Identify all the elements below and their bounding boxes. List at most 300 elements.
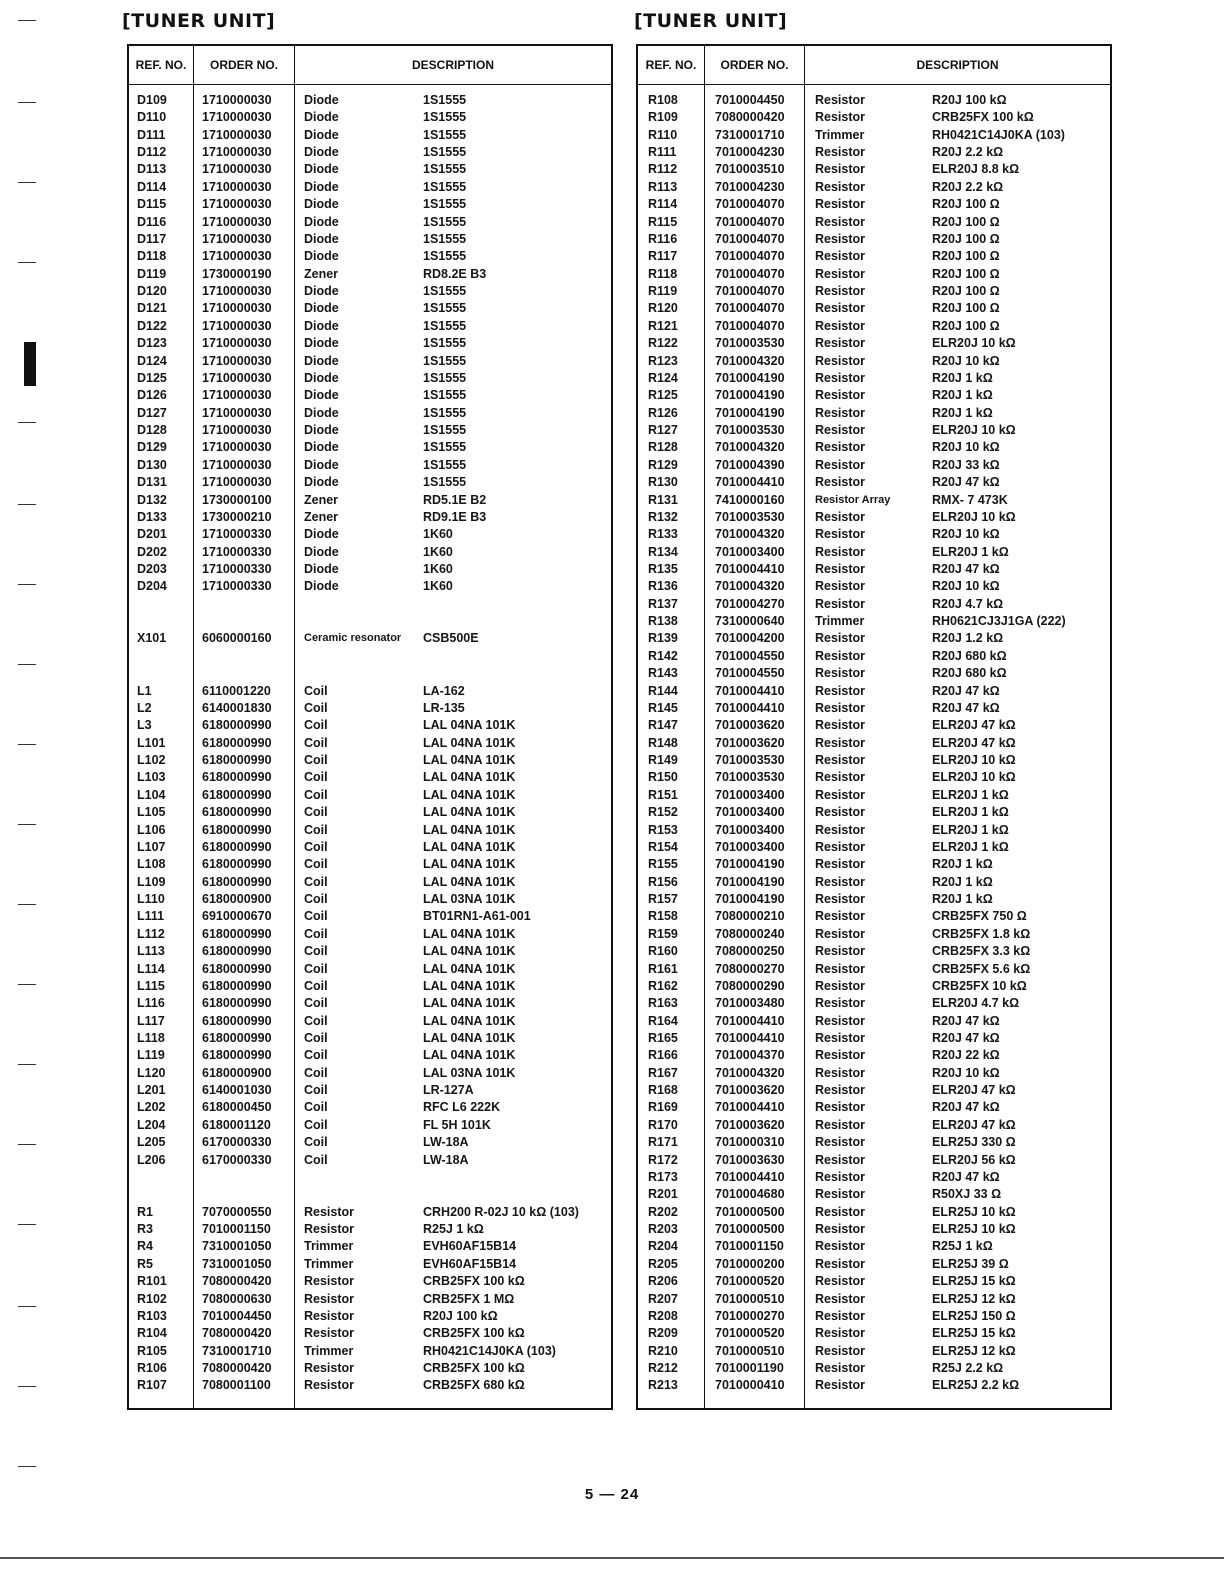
type-cell: Coil: [304, 683, 328, 698]
table-row: [638, 231, 1110, 248]
order-cell: 1730000100: [202, 492, 272, 507]
type-cell: Diode: [304, 110, 339, 125]
spec-cell: LAL 04NA 101K: [423, 996, 516, 1011]
spec-cell: 1S1555: [423, 457, 467, 472]
ref-cell: D120: [137, 284, 167, 299]
order-cell: 7010003620: [715, 1117, 785, 1132]
order-cell: 7310001050: [202, 1239, 272, 1254]
edge-mark: [18, 262, 36, 263]
order-cell: 1710000030: [202, 231, 272, 246]
spec-cell: R20J 47 kΩ: [932, 700, 1000, 715]
ref-cell: L119: [137, 1048, 165, 1063]
order-cell: 7010001190: [715, 1361, 784, 1375]
spec-cell: 1K60: [423, 527, 453, 542]
ref-cell: R126: [648, 405, 678, 420]
type-cell: Coil: [304, 735, 328, 750]
spec-cell: R20J 100 Ω: [932, 214, 1000, 229]
order-cell: 7010003480: [715, 996, 785, 1011]
spec-cell: R20J 47 kΩ: [932, 1169, 1000, 1184]
header-ref-no: REF. NO.: [135, 57, 187, 72]
table-row: [638, 144, 1110, 161]
order-cell: 1710000030: [202, 284, 272, 299]
type-cell: Resistor: [815, 231, 866, 246]
type-cell: Coil: [304, 770, 328, 785]
type-cell: Diode: [304, 231, 339, 246]
order-cell: 1710000030: [202, 214, 272, 229]
spec-cell: LAL 04NA 101K: [423, 787, 516, 802]
type-cell: Resistor: [815, 162, 866, 177]
order-cell: 6110001220: [202, 683, 271, 698]
type-cell: Coil: [304, 1013, 328, 1028]
order-cell: 1710000030: [202, 405, 272, 420]
table-row: [129, 874, 611, 891]
header-description: DESCRIPTION: [411, 57, 494, 72]
ref-cell: D121: [137, 301, 167, 316]
order-cell: 7310001710: [202, 1343, 272, 1358]
ref-cell: L103: [137, 770, 166, 785]
ref-cell: R109: [648, 110, 678, 125]
spec-cell: ELR20J 47 kΩ: [932, 718, 1016, 733]
ref-cell: R108: [648, 93, 678, 107]
order-cell: 6910000670: [202, 909, 272, 924]
type-cell: Resistor: [815, 1204, 866, 1219]
type-cell: Diode: [304, 475, 339, 490]
table-row: [129, 509, 611, 526]
order-cell: 7010004070: [715, 214, 785, 229]
ref-cell: R172: [648, 1152, 678, 1167]
edge-mark: [18, 904, 36, 905]
order-cell: 7010004190: [715, 370, 785, 385]
ref-cell: R207: [648, 1291, 678, 1306]
order-cell: 7010004410: [715, 561, 785, 576]
table-row: [129, 1152, 611, 1169]
order-cell: 7010004450: [202, 1308, 272, 1323]
spec-cell: RH0421C14J0KA (103): [932, 127, 1065, 142]
page-number: 5 — 24: [584, 1486, 640, 1503]
ref-cell: D117: [137, 231, 167, 246]
ref-cell: R164: [648, 1013, 678, 1028]
header-description: DESCRIPTION: [916, 57, 999, 72]
spec-cell: 1K60: [423, 544, 453, 559]
ref-cell: D122: [137, 318, 167, 333]
table-row: [129, 387, 611, 404]
spec-cell: RMX- 7 473K: [932, 492, 1008, 507]
type-cell: Diode: [304, 162, 339, 177]
ref-cell: R165: [648, 1030, 678, 1045]
order-cell: 6180000990: [202, 735, 272, 750]
type-cell: Diode: [304, 440, 339, 455]
table-row: [638, 509, 1110, 526]
ref-cell: R116: [648, 231, 678, 246]
table-row: [638, 405, 1110, 422]
order-cell: 7010004410: [715, 1030, 785, 1045]
ref-cell: L104: [137, 787, 166, 802]
spec-cell: ELR20J 10 kΩ: [932, 770, 1016, 785]
order-cell: 7070000550: [202, 1204, 272, 1219]
spec-cell: ELR20J 10 kΩ: [932, 753, 1016, 768]
order-cell: 6180000990: [202, 1013, 272, 1028]
order-cell: 7010004070: [715, 231, 785, 246]
table-row: [638, 1134, 1110, 1151]
spec-cell: CRB25FX 100 kΩ: [423, 1274, 525, 1289]
type-cell: Coil: [304, 961, 328, 976]
spec-cell: RH0621CJ3J1GA (222): [932, 614, 1066, 629]
spec-cell: R20J 4.7 kΩ: [932, 596, 1004, 611]
type-cell: Diode: [304, 457, 339, 472]
spec-cell: LAL 04NA 101K: [423, 1030, 516, 1045]
type-cell: Diode: [304, 145, 339, 160]
type-cell: Diode: [304, 370, 339, 385]
type-cell: Resistor: [815, 1256, 866, 1271]
type-cell: Resistor: [304, 1326, 355, 1341]
ref-cell: D129: [137, 440, 167, 455]
header-ref-no: REF. NO.: [645, 57, 697, 72]
order-cell: 7010000520: [715, 1274, 785, 1289]
spec-cell: 1S1555: [423, 93, 467, 107]
spec-cell: ELR20J 1 kΩ: [932, 839, 1009, 854]
table-row: [129, 248, 611, 265]
spec-cell: R20J 2.2 kΩ: [932, 145, 1004, 160]
type-cell: Resistor: [304, 1204, 355, 1219]
spec-cell: CRB25FX 100 kΩ: [932, 110, 1034, 125]
type-cell: Coil: [304, 892, 328, 907]
type-cell: Resistor: [815, 284, 866, 299]
spec-cell: R20J 100 Ω: [932, 249, 1000, 264]
ref-cell: L3: [137, 718, 152, 733]
spec-cell: ELR20J 4.7 kΩ: [932, 996, 1020, 1011]
table-row: [638, 717, 1110, 734]
order-cell: 6180000900: [202, 1065, 272, 1080]
table-row: [638, 335, 1110, 352]
table-row: [638, 1256, 1110, 1273]
ref-cell: R105: [137, 1343, 167, 1358]
order-cell: 7010003400: [715, 787, 785, 802]
order-cell: 7010000510: [715, 1343, 785, 1358]
type-cell: Diode: [304, 249, 339, 264]
ref-cell: R159: [648, 926, 678, 941]
edge-mark: [18, 1144, 36, 1145]
type-cell: Resistor: [815, 249, 866, 264]
order-cell: 1710000030: [202, 162, 272, 177]
table-row: [638, 822, 1110, 839]
order-cell: 6180000990: [202, 787, 272, 802]
ref-cell: R148: [648, 735, 678, 750]
spec-cell: ELR20J 10 kΩ: [932, 423, 1016, 438]
ref-cell: D111: [137, 127, 166, 142]
spec-cell: LAL 04NA 101K: [423, 753, 516, 768]
table-row: [129, 405, 611, 422]
type-cell: Diode: [304, 353, 339, 368]
spec-cell: R20J 680 kΩ: [932, 666, 1007, 681]
spec-cell: R20J 1 kΩ: [932, 405, 993, 420]
spec-cell: 1S1555: [423, 423, 467, 438]
order-cell: 7010003530: [715, 336, 785, 351]
order-cell: 7010003400: [715, 839, 785, 854]
ref-cell: R202: [648, 1204, 678, 1219]
order-cell: 1710000330: [202, 579, 272, 594]
ref-cell: D130: [137, 457, 167, 472]
type-cell: Resistor: [815, 1308, 866, 1323]
spec-cell: 1S1555: [423, 301, 467, 316]
table-row: [129, 822, 611, 839]
ref-cell: R119: [648, 284, 678, 299]
order-cell: 7010004320: [715, 527, 785, 542]
type-cell: Resistor: [304, 1378, 355, 1393]
order-cell: 6180000990: [202, 839, 272, 854]
type-cell: Resistor: [815, 735, 866, 750]
order-cell: 6060000160: [202, 631, 272, 646]
ref-cell: D127: [137, 405, 167, 420]
spec-cell: LAL 04NA 101K: [423, 874, 516, 889]
edge-mark: [18, 824, 36, 825]
spec-cell: ELR25J 2.2 kΩ: [932, 1378, 1020, 1393]
ref-cell: R113: [648, 179, 678, 194]
order-cell: 7010003530: [715, 509, 785, 524]
order-cell: 7410000160: [715, 492, 785, 507]
order-cell: 7010004070: [715, 266, 785, 281]
ref-cell: R136: [648, 579, 678, 594]
order-cell: 1710000330: [202, 527, 272, 542]
table-row: [129, 943, 611, 960]
type-cell: Resistor: [304, 1274, 355, 1289]
type-cell: Resistor: [815, 1065, 866, 1080]
type-cell: Trimmer: [815, 127, 865, 142]
table-row: [638, 422, 1110, 439]
ref-cell: R137: [648, 596, 678, 611]
ref-cell: R3: [137, 1222, 153, 1237]
edge-mark: [18, 20, 36, 21]
order-cell: 6140001030: [202, 1083, 272, 1098]
spec-cell: R20J 10 kΩ: [932, 440, 1000, 455]
type-cell: Diode: [304, 179, 339, 194]
order-cell: 7010004070: [715, 301, 785, 316]
order-cell: 7010004070: [715, 197, 785, 212]
table-row: [129, 804, 611, 821]
spec-cell: RD5.1E B2: [423, 492, 487, 507]
table-row: [129, 109, 611, 126]
type-cell: Coil: [304, 1135, 328, 1150]
order-cell: 1710000030: [202, 423, 272, 438]
table-row: [129, 370, 611, 387]
table-row: [129, 735, 611, 752]
type-cell: Resistor: [815, 214, 866, 229]
order-cell: 6180000990: [202, 874, 272, 889]
table-row: [638, 1013, 1110, 1030]
edge-block: [24, 342, 36, 386]
ref-cell: D112: [137, 145, 167, 160]
ref-cell: R153: [648, 822, 678, 837]
spec-cell: R20J 10 kΩ: [932, 353, 1000, 368]
spec-cell: R20J 100 Ω: [932, 318, 1000, 333]
order-cell: 7010004190: [715, 405, 785, 420]
table-row: [638, 387, 1110, 404]
spec-cell: LAL 04NA 101K: [423, 735, 516, 750]
ref-cell: R147: [648, 718, 678, 733]
table-row: [129, 474, 611, 491]
order-cell: 6180000990: [202, 1030, 272, 1045]
spec-cell: ELR25J 10 kΩ: [932, 1222, 1016, 1237]
table-row: [638, 804, 1110, 821]
type-cell: Coil: [304, 805, 328, 820]
table-row: [129, 353, 611, 370]
order-cell: 7010004190: [715, 857, 785, 872]
edge-mark: [18, 664, 36, 665]
spec-cell: LAL 03NA 101K: [423, 892, 516, 907]
table-row: [638, 1152, 1110, 1169]
table-row: [638, 161, 1110, 178]
spec-cell: LAL 04NA 101K: [423, 857, 516, 872]
ref-cell: R135: [648, 561, 678, 576]
table-row: [638, 1065, 1110, 1082]
order-cell: 6180000990: [202, 770, 272, 785]
spec-cell: ELR20J 47 kΩ: [932, 1083, 1016, 1098]
order-cell: 6180000900: [202, 892, 272, 907]
spec-cell: RD8.2E B3: [423, 266, 487, 281]
type-cell: Coil: [304, 857, 328, 872]
table-row: [129, 717, 611, 734]
ref-cell: R103: [137, 1308, 167, 1323]
order-cell: 7010003620: [715, 735, 785, 750]
order-cell: 7010004270: [715, 596, 785, 611]
ref-cell: R144: [648, 683, 678, 698]
ref-cell: R205: [648, 1256, 678, 1271]
type-cell: Resistor: [815, 683, 866, 698]
bottom-rule: [0, 1557, 1224, 1559]
ref-cell: L115: [137, 978, 165, 993]
type-cell: Resistor: [815, 388, 866, 403]
ref-cell: D203: [137, 561, 167, 576]
ref-cell: D113: [137, 162, 167, 177]
order-cell: 6180000990: [202, 996, 272, 1011]
spec-cell: R20J 47 kΩ: [932, 475, 1000, 490]
type-cell: Coil: [304, 1117, 328, 1132]
table-row: [638, 926, 1110, 943]
ref-cell: R117: [648, 249, 678, 264]
table-row: [129, 1238, 611, 1255]
table-row: [129, 283, 611, 300]
table-row: [638, 1082, 1110, 1099]
left-parts-table: [127, 44, 613, 1410]
table-row: [638, 561, 1110, 578]
order-cell: 7010004190: [715, 892, 785, 907]
table-row: [638, 283, 1110, 300]
ref-cell: L118: [137, 1030, 165, 1045]
ref-cell: D201: [137, 527, 167, 542]
ref-cell: R206: [648, 1274, 678, 1289]
edge-mark: [18, 422, 36, 423]
table-row: [638, 769, 1110, 786]
order-cell: 1710000030: [202, 370, 272, 385]
ref-cell: D204: [137, 579, 167, 594]
order-cell: 7080000420: [202, 1326, 272, 1341]
order-cell: 1710000030: [202, 145, 272, 160]
table-row: [638, 596, 1110, 613]
order-cell: 7080000210: [715, 909, 785, 924]
order-cell: 7010004320: [715, 1065, 785, 1080]
order-cell: 7010004070: [715, 284, 785, 299]
table-row: [129, 179, 611, 196]
table-row: [638, 474, 1110, 491]
order-cell: 7010004320: [715, 579, 785, 594]
ref-cell: R107: [137, 1378, 167, 1393]
order-cell: 7010001150: [202, 1222, 271, 1237]
type-cell: Coil: [304, 1100, 328, 1115]
order-cell: 7010004550: [715, 648, 785, 663]
order-cell: 7080000420: [202, 1361, 272, 1375]
order-cell: 7080000240: [715, 926, 785, 941]
table-row: [638, 1238, 1110, 1255]
ref-cell: L1: [137, 683, 152, 698]
spec-cell: 1K60: [423, 561, 453, 576]
table-row: [129, 1377, 611, 1394]
spec-cell: ELR25J 12 kΩ: [932, 1291, 1016, 1306]
type-cell: Resistor: [815, 266, 866, 281]
table-row: [638, 735, 1110, 752]
type-cell: Diode: [304, 301, 339, 316]
spec-cell: R20J 1 kΩ: [932, 388, 993, 403]
table-row: [638, 961, 1110, 978]
ref-cell: D131: [137, 475, 167, 490]
table-row: [638, 526, 1110, 543]
order-cell: 6180000990: [202, 857, 272, 872]
ref-cell: L114: [137, 961, 165, 976]
ref-cell: R168: [648, 1083, 678, 1098]
ref-cell: R210: [648, 1343, 678, 1358]
header-divider: [638, 84, 1110, 85]
table-row: [129, 422, 611, 439]
spec-cell: 1K60: [423, 579, 453, 594]
type-cell: Resistor: [815, 718, 866, 733]
table-row: [638, 787, 1110, 804]
ref-cell: R156: [648, 874, 678, 889]
type-cell: Coil: [304, 1048, 328, 1063]
type-cell: Resistor: [815, 370, 866, 385]
ref-cell: R173: [648, 1169, 678, 1184]
spec-cell: ELR20J 1 kΩ: [932, 544, 1009, 559]
type-cell: Resistor: [815, 179, 866, 194]
table-row: [129, 1134, 611, 1151]
table-row: [638, 439, 1110, 456]
order-cell: 7010003630: [715, 1152, 785, 1167]
spec-cell: ELR25J 15 kΩ: [932, 1326, 1016, 1341]
ref-cell: R122: [648, 336, 678, 351]
spec-cell: R25J 1 kΩ: [932, 1239, 993, 1254]
table-row: [129, 1256, 611, 1273]
table-row: [129, 127, 611, 144]
order-cell: 6180000990: [202, 978, 272, 993]
order-cell: 7010004070: [715, 318, 785, 333]
table-row: [638, 752, 1110, 769]
spec-cell: R20J 47 kΩ: [932, 1100, 1000, 1115]
spec-cell: LAL 04NA 101K: [423, 822, 516, 837]
spec-cell: CRB25FX 1.8 kΩ: [932, 926, 1031, 941]
order-cell: 7010004450: [715, 93, 785, 107]
table-row: [129, 1065, 611, 1082]
order-cell: 7080000630: [202, 1291, 272, 1306]
order-cell: 7010000510: [715, 1291, 785, 1306]
type-cell: Resistor: [815, 457, 866, 472]
spec-cell: 1S1555: [423, 388, 467, 403]
type-cell: Resistor: [815, 509, 866, 524]
ref-cell: R143: [648, 666, 678, 681]
type-cell: Resistor: [304, 1291, 355, 1306]
table-row: [129, 318, 611, 335]
type-cell: Resistor: [815, 301, 866, 316]
type-cell: Resistor: [815, 978, 866, 993]
table-row: [638, 1169, 1110, 1186]
ref-cell: L206: [137, 1152, 166, 1167]
type-cell: Zener: [304, 492, 339, 507]
